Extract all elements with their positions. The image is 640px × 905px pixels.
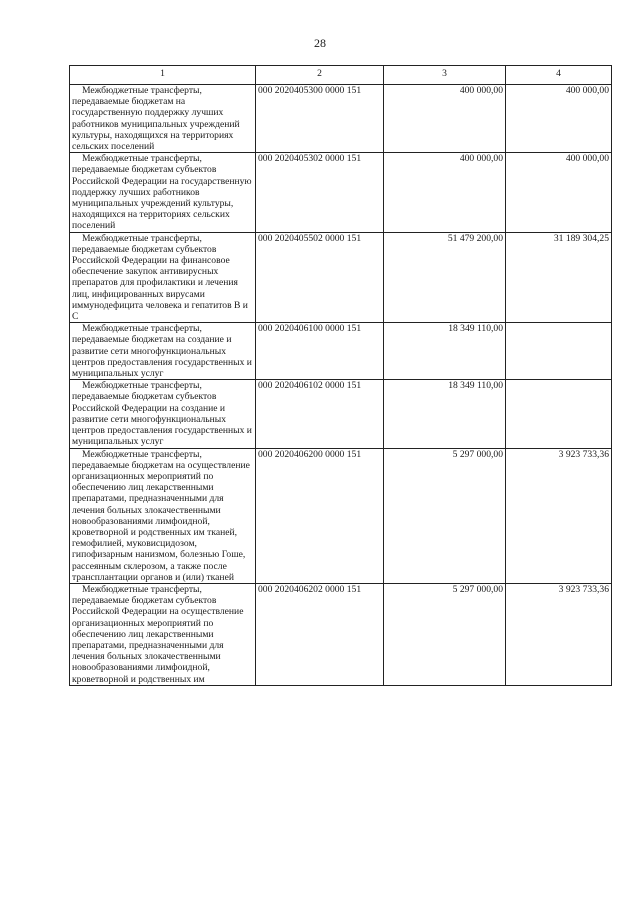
column-header-4: 4 (506, 66, 612, 85)
row-name: Межбюджетные трансферты, передаваемые бюджетам субъектов Российской Федерации на создание и развитие сети многофункциональных центров предоставления государственных и муниципальных услуг (70, 380, 256, 448)
row-planned: 5 297 000,00 (384, 448, 506, 583)
row-actual: 400 000,00 (506, 153, 612, 232)
page-number: 28 (314, 36, 326, 50)
row-actual: 31 189 304,25 (506, 232, 612, 323)
row-name: Межбюджетные трансферты, передаваемые бюджетам на государственную поддержку лучших работников муниципальных учреждений культуры, находящихся на территориях сельских поселений (70, 85, 256, 153)
row-planned: 18 349 110,00 (384, 323, 506, 380)
budget-table (69, 65, 612, 686)
row-code: 000 2020405502 0000 151 (256, 232, 384, 323)
row-actual (506, 323, 612, 380)
row-name: Межбюджетные трансферты, передаваемые бюджетам субъектов Российской Федерации на осуществление организационных мероприятий по обеспечению лиц лекарственными препаратами, предназначенными для лечения больных злокачественными новообразованиями лимфоидной, кроветворной и родственных им (70, 583, 256, 685)
row-code: 000 2020406200 0000 151 (256, 448, 384, 583)
row-code: 000 2020406202 0000 151 (256, 583, 384, 685)
row-planned: 18 349 110,00 (384, 380, 506, 448)
table-row (70, 323, 612, 380)
row-planned: 400 000,00 (384, 153, 506, 232)
row-code: 000 2020406100 0000 151 (256, 323, 384, 380)
row-actual: 400 000,00 (506, 85, 612, 153)
column-header-2: 2 (256, 66, 384, 85)
row-code: 000 2020405300 0000 151 (256, 85, 384, 153)
row-planned: 400 000,00 (384, 85, 506, 153)
row-code: 000 2020406102 0000 151 (256, 380, 384, 448)
table-row (70, 232, 612, 323)
table-row (70, 153, 612, 232)
column-header-3: 3 (384, 66, 506, 85)
row-name: Межбюджетные трансферты, передаваемые бюджетам субъектов Российской Федерации на финансовое обеспечение закупок антивирусных препаратов для профилактики и лечения лиц, инфицированных вирусами иммунодефицита человека и гепатитов В и С (70, 232, 256, 323)
table-row (70, 85, 612, 153)
row-name: Межбюджетные трансферты, передаваемые бюджетам субъектов Российской Федерации на государственную поддержку лучших работников муниципальных учреждений культуры, находящихся на территориях сельских поселений (70, 153, 256, 232)
row-actual: 3 923 733,36 (506, 583, 612, 685)
row-name: Межбюджетные трансферты, передаваемые бюджетам на создание и развитие сети многофункциональных центров предоставления государственных и муниципальных услуг (70, 323, 256, 380)
column-header-1: 1 (70, 66, 256, 85)
table-header-row (70, 66, 612, 85)
table-row (70, 583, 612, 685)
table-row (70, 448, 612, 583)
table-row (70, 380, 612, 448)
row-actual: 3 923 733,36 (506, 448, 612, 583)
row-planned: 51 479 200,00 (384, 232, 506, 323)
row-actual (506, 380, 612, 448)
row-planned: 5 297 000,00 (384, 583, 506, 685)
row-name: Межбюджетные трансферты, передаваемые бюджетам на осуществление организационных мероприятий по обеспечению лиц лекарственными препаратами, предназначенными для лечения больных злокачественными новообразованиями лимфоидной, кроветворной и родственных им тканей, гемофилией, муковисцидозом, гипофизарным нанизмом, болезнью Гоше, рассеянным склерозом, а также после трансплантации органов и (или) тканей (70, 448, 256, 583)
row-code: 000 2020405302 0000 151 (256, 153, 384, 232)
